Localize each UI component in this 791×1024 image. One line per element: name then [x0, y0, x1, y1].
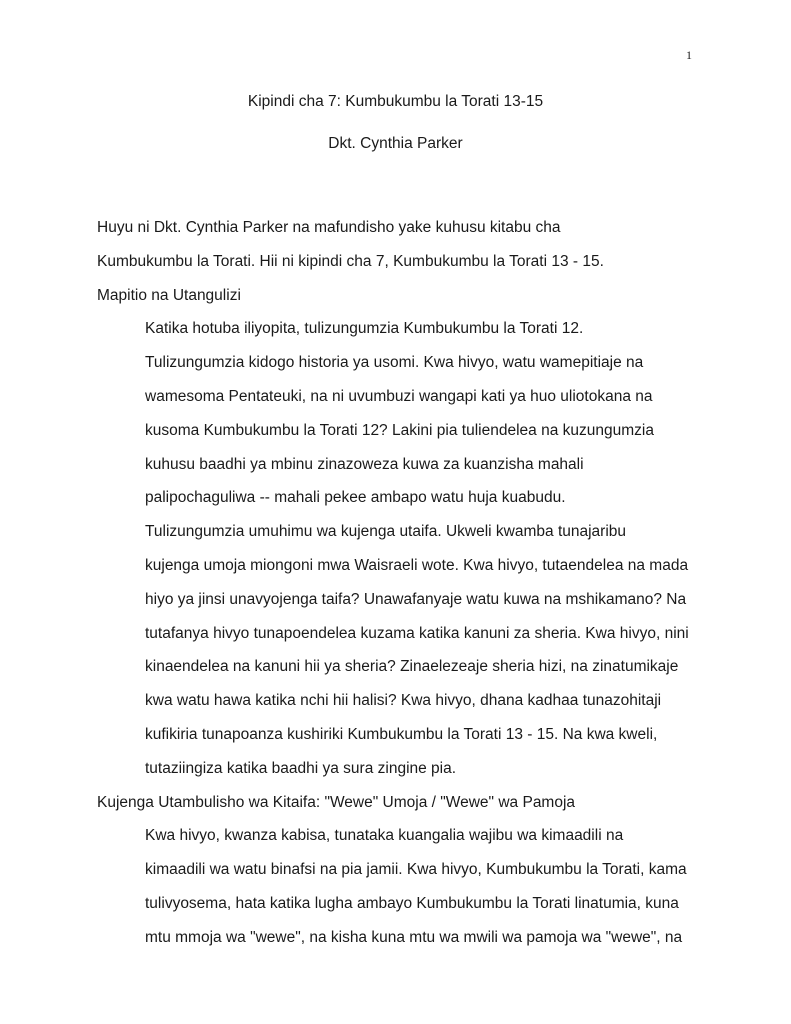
paragraph-nationhood	[97, 515, 697, 785]
text-line: kufikiria tunapoanza kushiriki Kumbukumbu la Torati 13 - 15. Na kwa kweli,	[145, 725, 658, 743]
text-line: hiyo ya jinsi unavyojenga taifa? Unawafanyaje watu kuwa na mshikamano? Na	[145, 590, 687, 608]
text-line: Kwa hivyo, kwanza kabisa, tunataka kuangalia wajibu wa kimaadili na	[145, 827, 624, 845]
text-line: kusoma Kumbukumbu la Torati 12? Lakini pia tuliendelea na kuzungumzia	[145, 421, 654, 439]
paragraph-review	[97, 312, 697, 515]
text-line: palipochaguliwa -- mahali pekee ambapo watu huja kuabudu.	[145, 489, 566, 507]
text-line: Huyu ni Dkt. Cynthia Parker na mafundisho yake kuhusu kitabu cha	[97, 219, 561, 236]
text-line: tulivyosema, hata katika lugha ambayo Kumbukumbu la Torati linatumia, kuna	[145, 894, 679, 912]
text-line: mtu mmoja wa "wewe", na kisha kuna mtu wa mwili wa pamoja wa "wewe", na	[145, 928, 683, 946]
intro-paragraph	[97, 211, 697, 279]
text-line: Kumbukumbu la Torati. Hii ni kipindi cha 7, Kumbukumbu la Torati 13 - 15.	[97, 252, 604, 270]
text-line: kwa watu hawa katika nchi hii halisi? Kwa hivyo, dhana kadhaa tunazohitaji	[145, 692, 662, 710]
document-author: Dkt. Cynthia Parker	[328, 135, 463, 152]
section-heading-identity: Kujenga Utambulisho wa Kitaifa: "Wewe" Umoja / "Wewe" wa Pamoja	[97, 793, 576, 811]
text-line: wamesoma Pentateuki, na ni uvumbuzi wangapi kati ya huo uliotokana na	[145, 387, 653, 405]
document-body	[97, 211, 697, 955]
text-line: kujenga umoja miongoni mwa Waisraeli wote. Kwa hivyo, tutaendelea na mada	[145, 556, 689, 574]
text-line: Katika hotuba iliyopita, tulizungumzia Kumbukumbu la Torati 12.	[145, 320, 584, 338]
text-line: Tulizungumzia umuhimu wa kujenga utaifa. Ukweli kwamba tunajaribu	[145, 523, 627, 541]
text-line: tutaziingiza katika baadhi ya sura zingine pia.	[145, 759, 457, 777]
text-line: Tulizungumzia kidogo historia ya usomi. Kwa hivyo, watu wamepitiaje na	[145, 354, 644, 372]
paragraph-identity	[97, 819, 697, 954]
page-number: 1	[686, 48, 692, 62]
text-line: kimaadili wa watu binafsi na pia jamii. Kwa hivyo, Kumbukumbu la Torati, kama	[145, 861, 687, 879]
text-line: kuhusu baadhi ya mbinu zinazoweza kuwa za kuanzisha mahali	[145, 455, 584, 473]
text-line: tutafanya hivyo tunapoendelea kuzama katika kanuni za sheria. Kwa hivyo, nini	[145, 624, 689, 642]
section-heading-review: Mapitio na Utangulizi	[97, 286, 241, 304]
text-line: kinaendelea na kanuni hii ya sheria? Zinaelezeaje sheria hizi, na zinatumikaje	[145, 658, 679, 676]
document-title: Kipindi cha 7: Kumbukumbu la Torati 13-15	[247, 93, 544, 110]
